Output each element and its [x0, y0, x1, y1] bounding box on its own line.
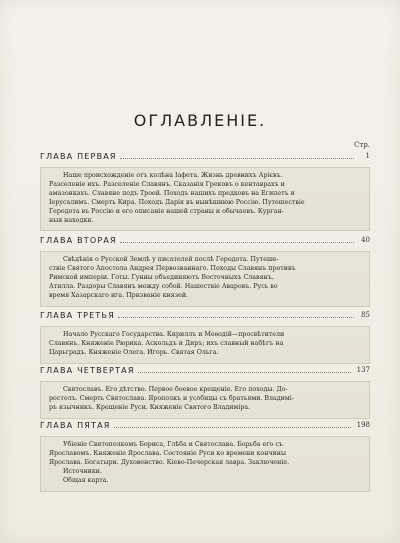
summary-line: Разселеніе ихъ. Разселеніе Славянъ. Сказанія Грековъ о кентаврахъ и	[49, 180, 285, 188]
chapter-page-number: 40	[361, 236, 370, 244]
chapter-page-number: 137	[356, 366, 370, 374]
chapter-page-number: 1	[365, 152, 370, 160]
summary-line: Святославъ. Его дѣтство. Первое боевое крещеніе. Его походы. До-	[63, 386, 288, 393]
summary-line: Геродота въ Россію и его описаніе нашей страны и обычаевъ. Курган-	[49, 207, 284, 215]
summary-line: Атилла. Раздоры Славянъ между собой. Нашествіе Аваровъ. Русь во	[49, 282, 278, 290]
chapter-summary	[40, 326, 370, 364]
toc-chapter-3[interactable]	[40, 308, 370, 364]
summary-line: ростолъ. Смерть Святослава. Ярополкъ и усобицы съ братьями. Владимі-	[49, 394, 294, 402]
summary-line: Свѣдѣнія о Русской Землѣ у писателей послѣ Геродота. Путеше-	[63, 256, 279, 263]
summary-line: Ярославомъ. Княженіе Ярослава. Состояніе Руси ко времени кончины	[49, 449, 286, 457]
summary-line: Царьградъ. Княженіе Олега. Игорь. Святая Ольга.	[49, 348, 219, 356]
dot-leader	[120, 242, 354, 243]
summary-line: ствіе Святого Апостола Андрея Первозваннаго. Походы Славянъ противъ	[49, 264, 296, 272]
summary-line: ныя находки.	[49, 216, 94, 224]
chapter-title: ГЛАВА ПЕРВАЯ	[40, 151, 117, 161]
summary-line: Ярослава. Богатыри. Духовенство. Кіево-Печерская лавра. Заключеніе.	[49, 458, 290, 466]
summary-line: Римской имперіи. Готы. Гунны объединяютъ Восточныхъ Славянъ.	[49, 273, 274, 281]
chapter-heading	[40, 308, 370, 322]
summary-line: амазонкахъ. Славяне подъ Троей. Походъ нашихъ предковъ на Египетъ и	[49, 189, 295, 197]
chapter-title: ГЛАВА ПЯТАЯ	[40, 420, 111, 430]
summary-line: Наше происхожденіе отъ колѣна Іафета. Жизнь древнихъ Арієвъ.	[63, 172, 283, 179]
toc-chapter-4[interactable]	[40, 363, 370, 419]
dot-leader	[120, 158, 354, 159]
dot-leader	[118, 317, 354, 318]
dot-leader	[138, 372, 351, 373]
chapter-heading	[40, 233, 370, 247]
chapter-page-number: 198	[356, 421, 370, 429]
chapter-title: ГЛАВА ВТОРАЯ	[40, 235, 117, 245]
map-entry: Общая карта.	[63, 476, 109, 484]
toc-chapter-2[interactable]	[40, 233, 370, 307]
summary-line: время Хазарскаго ига. Призваніе князей.	[49, 291, 189, 299]
page-column-header: Стр.	[354, 141, 370, 149]
summary-line: Славянъ. Княженіе Рюрика. Аскольдъ и Диръ; ихъ славный набѣгъ на	[49, 339, 284, 347]
summary-line: ръ язычникъ. Крещеніе Руси. Княженіе Святого Владиміра.	[49, 403, 251, 411]
summary-line: Іерусалимъ. Смерть Кира. Походъ Дарія въ нынѣшнюю Россію. Путешествіе	[49, 198, 305, 206]
chapter-title: ГЛАВА ТРЕТЬЯ	[40, 310, 115, 320]
chapter-summary	[40, 436, 370, 492]
chapter-summary	[40, 251, 370, 307]
toc-chapter-5[interactable]	[40, 418, 370, 492]
chapter-page-number: 85	[361, 311, 370, 319]
toc-chapter-1[interactable]	[40, 149, 370, 231]
summary-line: Начало Русскаго Государства. Кириллъ и Меѳодій—просвѣтители	[63, 331, 285, 338]
summary-line: Убіеніе Святополкомъ Бориса, Глѣба и Святослава. Борьба его съ	[63, 441, 283, 448]
chapter-summary	[40, 167, 370, 231]
chapter-heading	[40, 149, 370, 163]
chapter-heading	[40, 363, 370, 377]
chapter-title: ГЛАВА ЧЕТВЕРТАЯ	[40, 365, 135, 375]
sources-entry: Источники.	[63, 467, 102, 475]
chapter-heading	[40, 418, 370, 432]
chapter-summary	[40, 381, 370, 419]
page-title: ОГЛАВЛЕНІЕ.	[133, 111, 267, 130]
dot-leader	[114, 427, 351, 428]
